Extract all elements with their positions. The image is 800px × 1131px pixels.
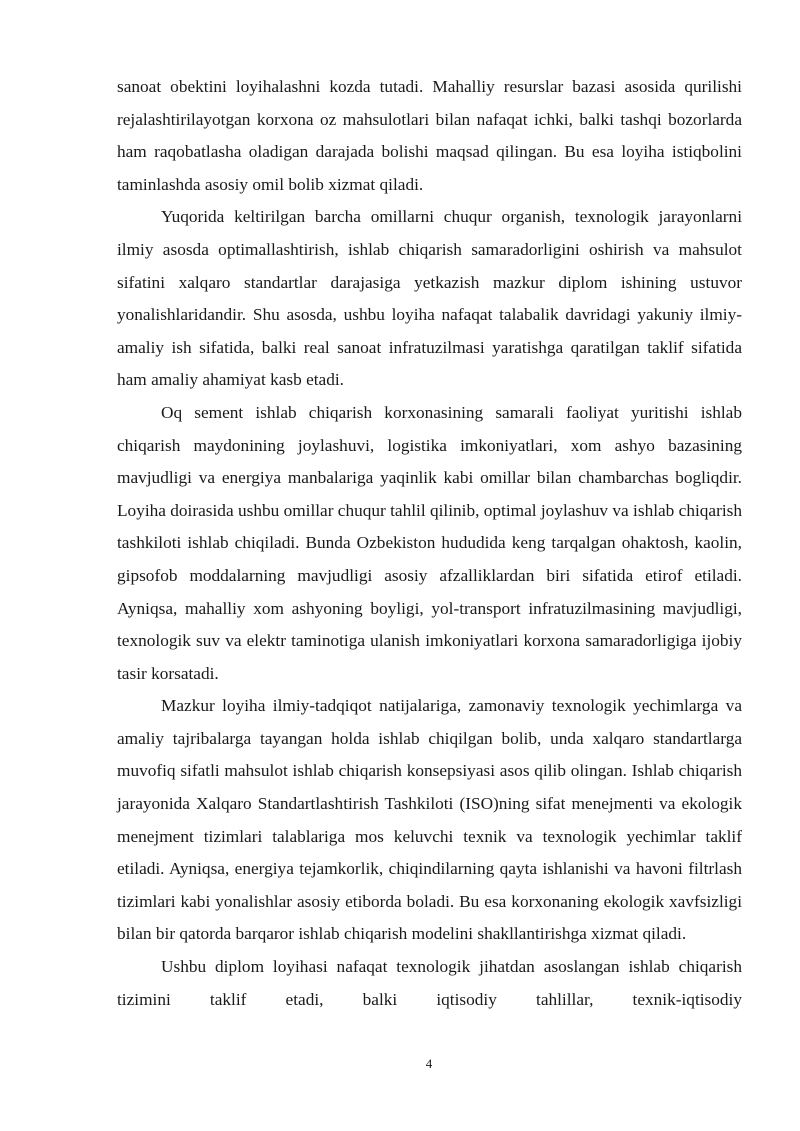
paragraph-last: Ushbu diplom loyihasi nafaqat texnologik jihatdan asoslangan ishlab chiqarish tizimini taklif etadi, balki iqtisodiy tahlillar, texnik-iqtisodiy bbox=[117, 957, 742, 1009]
paragraph-continuation: sanoat obektini loyihalashni kozda tutadi. Mahalliy resurslar bazasi asosida qurilishi rejalashtirilayotgan korxona oz mahsulotlari bilan nafaqat ichki, balki tashqi bozorlarda ham raqobatlasha oladigan darajada bolishi maqsad qilingan. Bu esa loyiha istiqbolini taminlashda asosiy omil bolib xizmat qiladi. bbox=[117, 77, 742, 194]
paragraph: Yuqorida keltirilgan barcha omillarni chuqur organish, texnologik jarayonlarni ilmiy asosda optimallashtirish, ishlab chiqarish samaradorligini oshirish va mahsulot sifatini xalqaro standartlar darajasiga yetkazish mazkur diplom ishining ustuvor yonalishlaridandir. Shu asosda, ushbu loyiha nafaqat talabalik davridagi yakuniy ilmiy-amaliy ish sifatida, balki real sanoat infratuzilmasi yaratishga qaratilgan taklif sifatida ham amaliy ahamiyat kasb etadi. bbox=[117, 207, 742, 390]
body-text bbox=[117, 71, 742, 1016]
paragraph: Oq sement ishlab chiqarish korxonasining samarali faoliyat yuritishi ishlab chiqarish maydonining joylashuvi, logistika imkoniyatlari, xom ashyo bazasining mavjudligi va energiya manbalariga yaqinlik kabi omillar bilan chambarchas bogliqdir. Loyiha doirasida ushbu omillar chuqur tahlil qilinib, optimal joylashuv va ishlab chiqarish tashkiloti ishlab chiqiladi. Bunda Ozbekiston hududida keng tarqalgan ohaktosh, kaolin, gipsofob moddalarning mavjudligi asosiy afzalliklardan biri sifatida etirof etiladi. Ayniqsa, mahalliy xom ashyoning boyligi, yol-transport infratuzilmasining mavjudligi, texnologik suv va elektr taminotiga ulanish imkoniyatlari korxona samaradorligiga ijobiy tasir korsatadi. bbox=[117, 402, 742, 683]
paragraph: Mazkur loyiha ilmiy-tadqiqot natijalariga, zamonaviy texnologik yechimlarga va amaliy tajribalarga tayangan holda ishlab chiqilgan bolib, unda xalqaro standartlarga muvofiq sifatli mahsulot ishlab chiqarish konsepsiyasi asos qilib olingan. Ishlab chiqarish jarayonida Xalqaro Standartlashtirish Tashkiloti (ISO)ning sifat menejmenti va ekologik menejment tizimlari talablariga mos keluvchi texnik va texnologik yechimlar taklif etiladi. Ayniqsa, energiya tejamkorlik, chiqindilarning qayta ishlanishi va havoni filtrlash tizimlari kabi yonalishlar asosiy etiborda boladi. Bu esa korxonaning ekologik xavfsizligi bilan bir qatorda barqaror ishlab chiqarish modelini shakllantirishga xizmat qiladi. bbox=[117, 696, 742, 944]
page-number: 4 bbox=[425, 1056, 433, 1071]
